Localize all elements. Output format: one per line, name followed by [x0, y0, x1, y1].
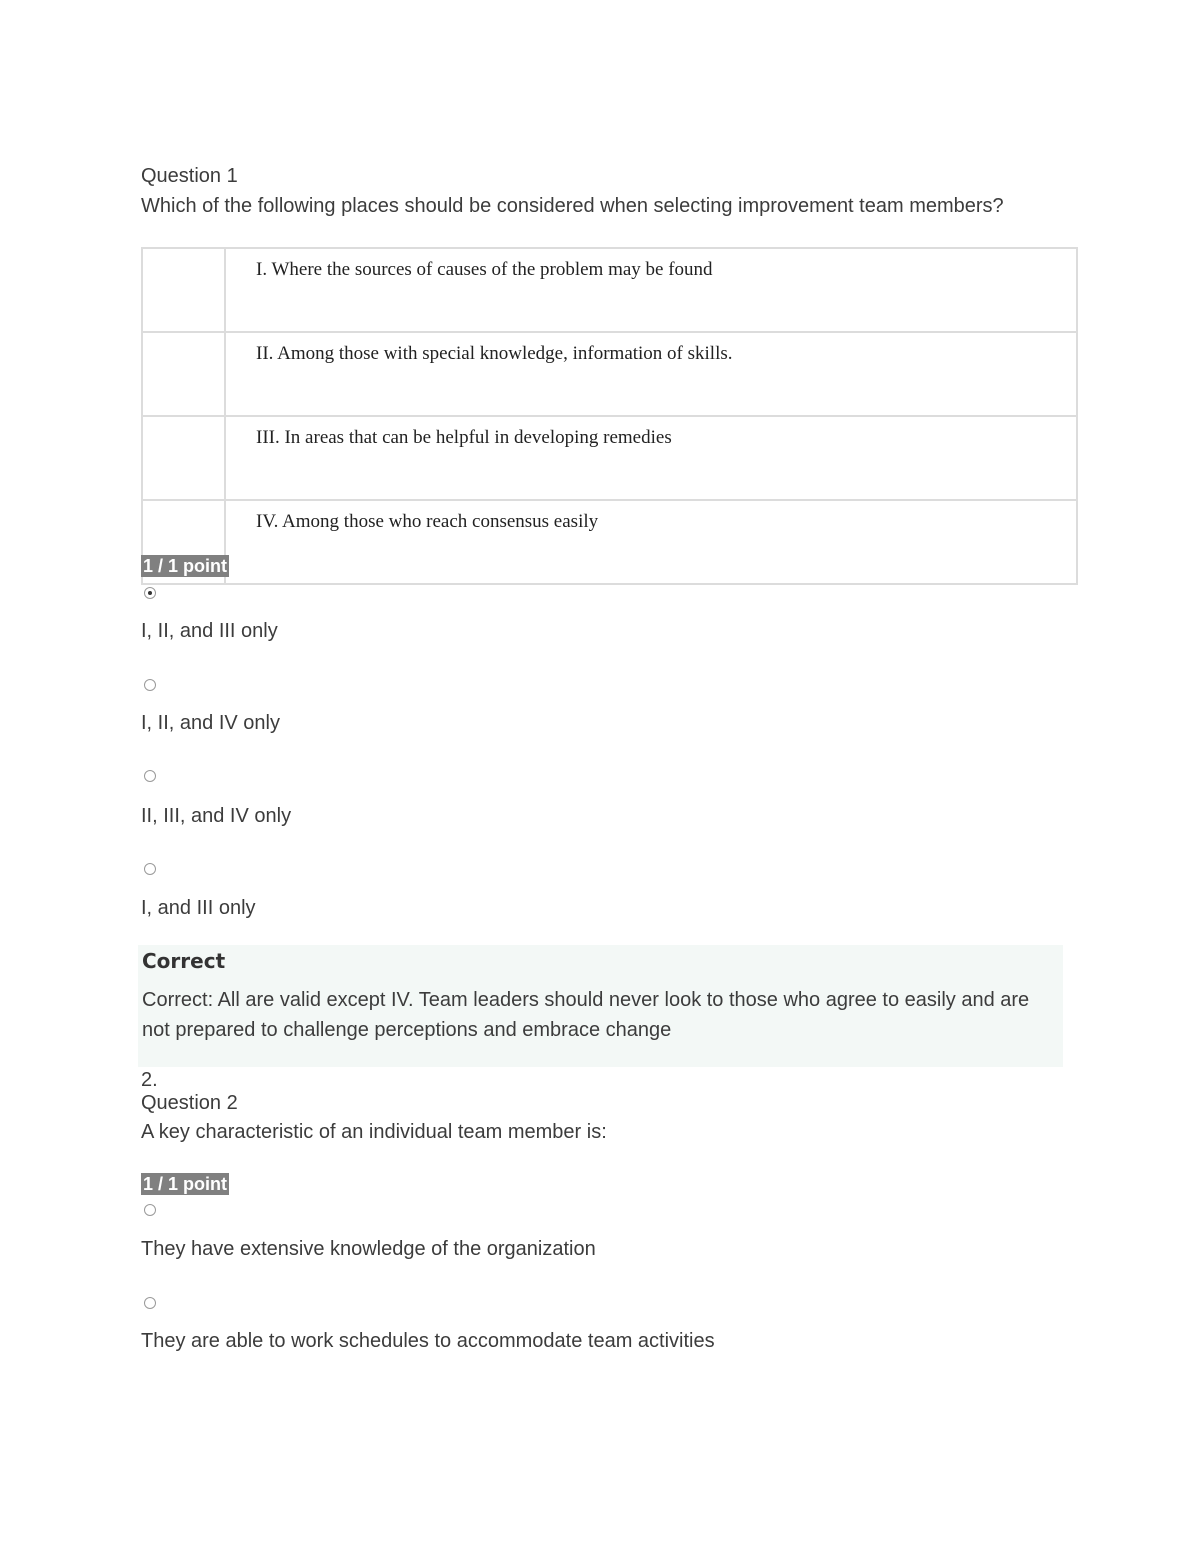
table-row [142, 500, 1077, 584]
feedback-panel [138, 945, 1063, 1067]
q2-option-2-label[interactable]: They are able to work schedules to accommodate team activities [141, 1330, 715, 1352]
statement-3: III. In areas that can be helpful in developing remedies [225, 416, 1077, 500]
option-1-label[interactable]: I, II, and III only [141, 620, 278, 642]
statement-2: II. Among those with special knowledge, information of skills. [225, 332, 1077, 416]
points-badge: 1 / 1 point [143, 556, 228, 576]
feedback-heading: Correct [142, 949, 226, 973]
statement-4: IV. Among those who reach consensus easily [225, 500, 1077, 584]
points-badge: 1 / 1 point [143, 1174, 228, 1194]
table-row [142, 416, 1077, 500]
q2-option-1-radio[interactable] [144, 1204, 156, 1216]
q2-option-1-label[interactable]: They have extensive knowledge of the organization [141, 1238, 596, 1260]
option-4-label[interactable]: I, and III only [141, 897, 256, 919]
option-2-label[interactable]: I, II, and IV only [141, 712, 280, 734]
statement-1: I. Where the sources of causes of the problem may be found [225, 248, 1077, 332]
feedback-body: Correct: All are valid except IV. Team leaders should never look to those who agree to easily and are not prepared to challenge perceptions and embrace change [142, 989, 1030, 1041]
option-3-radio[interactable] [144, 770, 156, 782]
question-1-prompt: Which of the following places should be considered when selecting improvement team members? [141, 195, 1004, 217]
table-row [142, 248, 1077, 332]
option-1-radio[interactable] [144, 587, 156, 599]
question-1-title: Question 1 [141, 165, 238, 187]
question-2-number: 2. [141, 1069, 158, 1091]
option-4-radio[interactable] [144, 863, 156, 875]
option-2-radio[interactable] [144, 679, 156, 691]
statements-table [141, 247, 1078, 585]
question-2-prompt: A key characteristic of an individual team member is: [141, 1121, 607, 1143]
question-2-title: Question 2 [141, 1092, 238, 1114]
table-row [142, 332, 1077, 416]
option-3-label[interactable]: II, III, and IV only [141, 805, 292, 827]
q2-option-2-radio[interactable] [144, 1297, 156, 1309]
